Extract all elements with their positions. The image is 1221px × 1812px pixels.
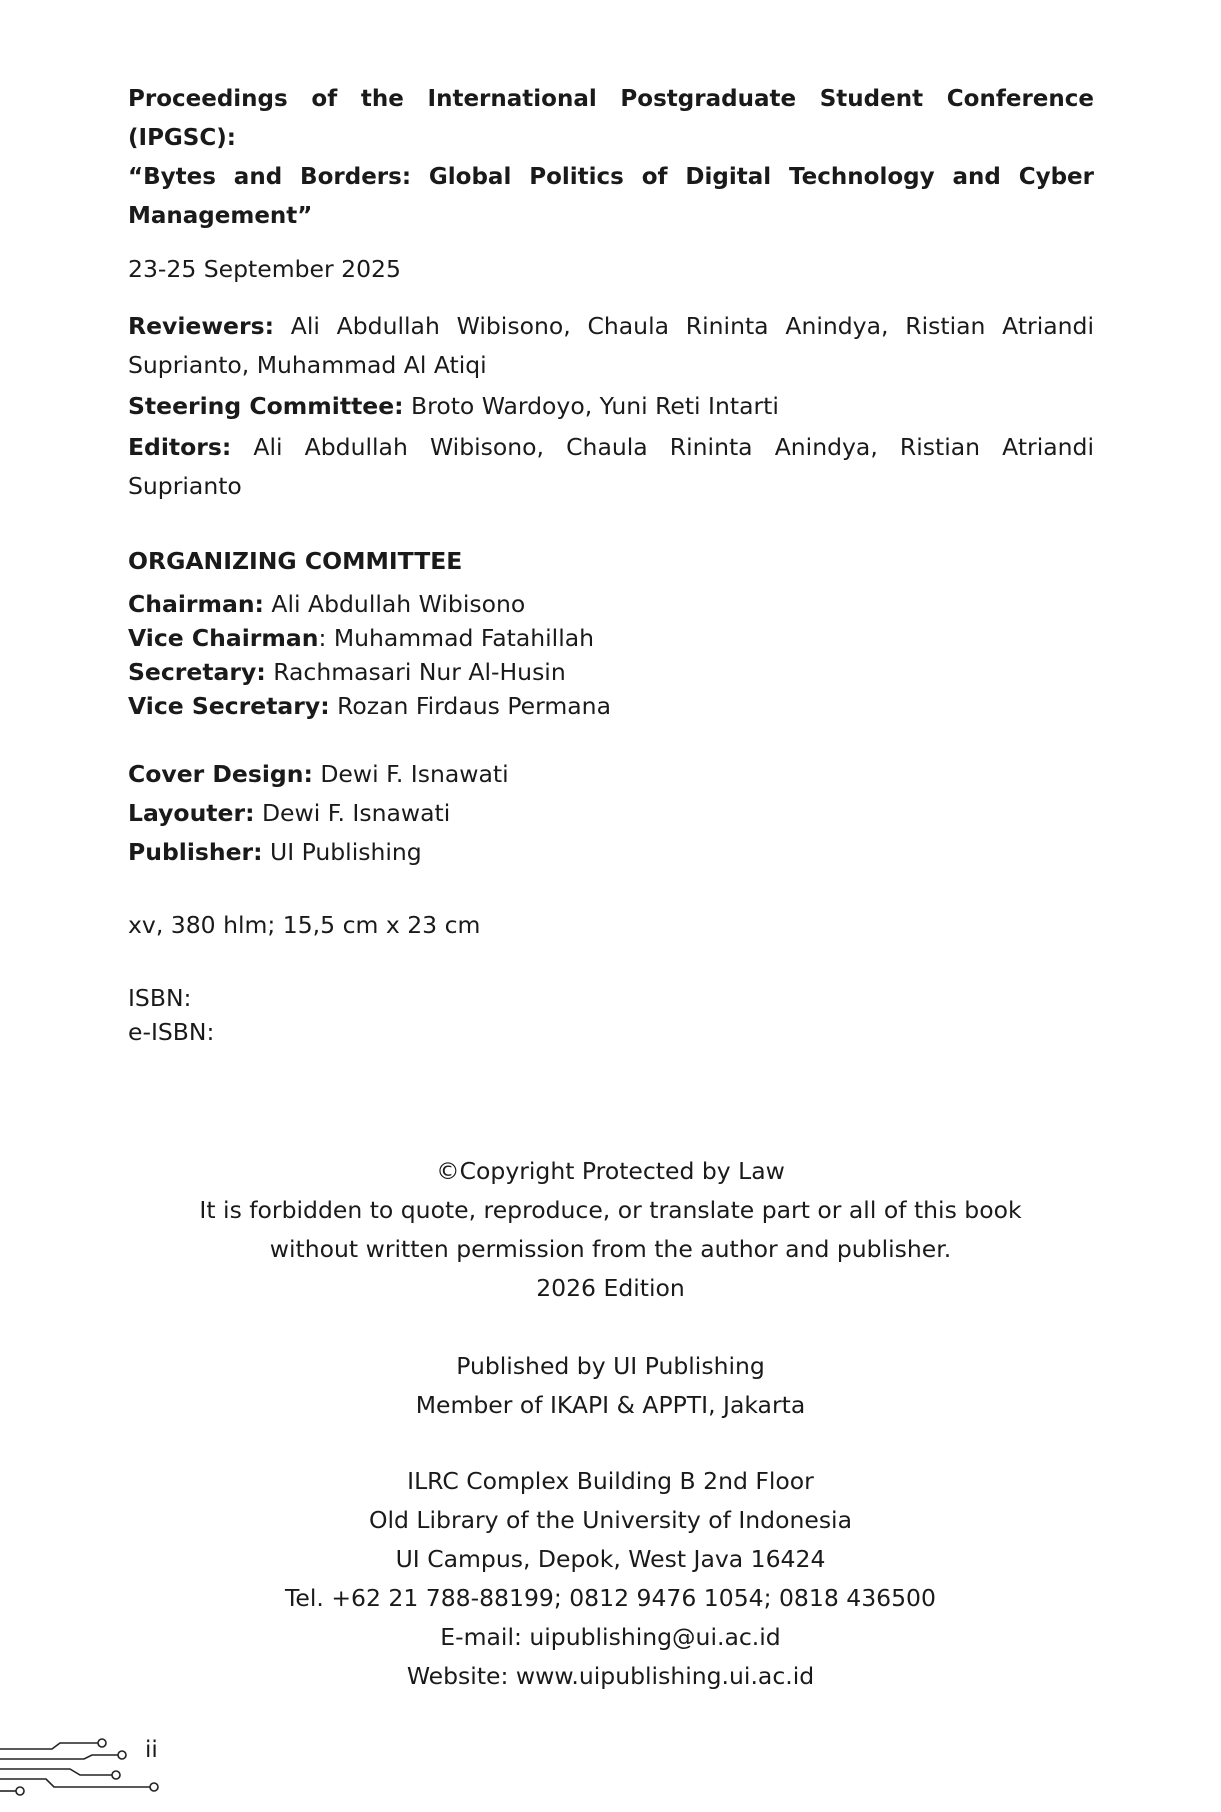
eisbn-line: e-ISBN: bbox=[128, 1018, 215, 1046]
layouter-value: Dewi F. Isnawati bbox=[254, 799, 451, 827]
editors-value: Ali Abdullah Wibisono, Chaula Rininta Anindya, Ristian Atriandi Suprianto bbox=[128, 433, 1094, 500]
email-line: E-mail: uipublishing@ui.ac.id bbox=[440, 1623, 781, 1651]
publisher-line bbox=[128, 833, 1094, 872]
cover-design-label: Cover Design: bbox=[128, 760, 313, 788]
publisher-label: Publisher: bbox=[128, 838, 263, 866]
secretary-line bbox=[128, 655, 1094, 689]
edition-line: 2026 Edition bbox=[536, 1274, 685, 1302]
vice-secretary-line bbox=[128, 689, 1094, 723]
address-line: Old Library of the University of Indonesia bbox=[369, 1506, 852, 1534]
steering-label: Steering Committee: bbox=[128, 392, 404, 420]
isbn-block bbox=[128, 981, 1094, 1049]
layouter-line bbox=[128, 794, 1094, 833]
copyright-block bbox=[0, 1152, 1221, 1308]
reviewers-value: Ali Abdullah Wibisono, Chaula Rininta Anindya, Ristian Atriandi Suprianto, Muhammad Al Atiqi bbox=[128, 312, 1094, 379]
chairman-line bbox=[128, 587, 1094, 621]
page-number: ii bbox=[145, 1737, 158, 1763]
vice-chairman-line bbox=[128, 621, 1094, 655]
secretary-value: Rachmasari Nur Al-Husin bbox=[265, 658, 566, 686]
proceedings-title bbox=[128, 80, 1094, 236]
published-by-line: Published by UI Publishing bbox=[456, 1352, 765, 1380]
address-line: ILRC Complex Building B 2nd Floor bbox=[407, 1467, 814, 1495]
vice-secretary-value: Rozan Firdaus Permana bbox=[329, 692, 611, 720]
copyright-line: ©Copyright Protected by Law bbox=[436, 1157, 785, 1185]
imprint-content bbox=[128, 80, 1094, 1049]
chairman-label: Chairman: bbox=[128, 590, 264, 618]
organizing-committee-list bbox=[128, 587, 1094, 723]
copyright-line: without written permission from the author and publisher. bbox=[269, 1235, 952, 1263]
editors-label: Editors: bbox=[128, 433, 232, 461]
steering-committee-line bbox=[128, 387, 1094, 426]
publisher-value: UI Publishing bbox=[262, 838, 422, 866]
vice-chairman-value: : Muhammad Fatahillah bbox=[318, 624, 595, 652]
membership-line: Member of IKAPI & APPTI, Jakarta bbox=[415, 1391, 806, 1419]
proceedings-title-line1: Proceedings of the International Postgraduate Student Conference (IPGSC): bbox=[128, 86, 1094, 151]
organizing-committee-heading: ORGANIZING COMMITTEE bbox=[128, 547, 463, 575]
physical-description: xv, 380 hlm; 15,5 cm x 23 cm bbox=[128, 911, 481, 939]
reviewers-line bbox=[128, 307, 1094, 385]
vice-secretary-label: Vice Secretary: bbox=[128, 692, 330, 720]
cover-design-line bbox=[128, 755, 1094, 794]
copyright-line: It is forbidden to quote, reproduce, or translate part or all of this book bbox=[199, 1196, 1022, 1224]
proceedings-title-line2: “Bytes and Borders: Global Politics of Digital Technology and Cyber Management” bbox=[128, 164, 1094, 229]
isbn-line: ISBN: bbox=[128, 984, 192, 1012]
steering-value: Broto Wardoyo, Yuni Reti Intarti bbox=[403, 392, 779, 420]
phone-line: Tel. +62 21 788-88199; 0812 9476 1054; 0818 436500 bbox=[285, 1584, 936, 1612]
layouter-label: Layouter: bbox=[128, 799, 255, 827]
cover-design-value: Dewi F. Isnawati bbox=[312, 760, 509, 788]
website-line: Website: www.uipublishing.ui.ac.id bbox=[406, 1662, 815, 1690]
secretary-label: Secretary: bbox=[128, 658, 266, 686]
vice-chairman-label: Vice Chairman bbox=[128, 624, 319, 652]
publisher-address-block bbox=[0, 1462, 1221, 1696]
chairman-value: Ali Abdullah Wibisono bbox=[263, 590, 526, 618]
editors-line bbox=[128, 428, 1094, 506]
production-credits bbox=[128, 755, 1094, 872]
published-by-block bbox=[0, 1347, 1221, 1425]
reviewers-label: Reviewers: bbox=[128, 312, 274, 340]
conference-date: 23-25 September 2025 bbox=[128, 255, 401, 283]
address-line: UI Campus, Depok, West Java 16424 bbox=[395, 1545, 826, 1573]
